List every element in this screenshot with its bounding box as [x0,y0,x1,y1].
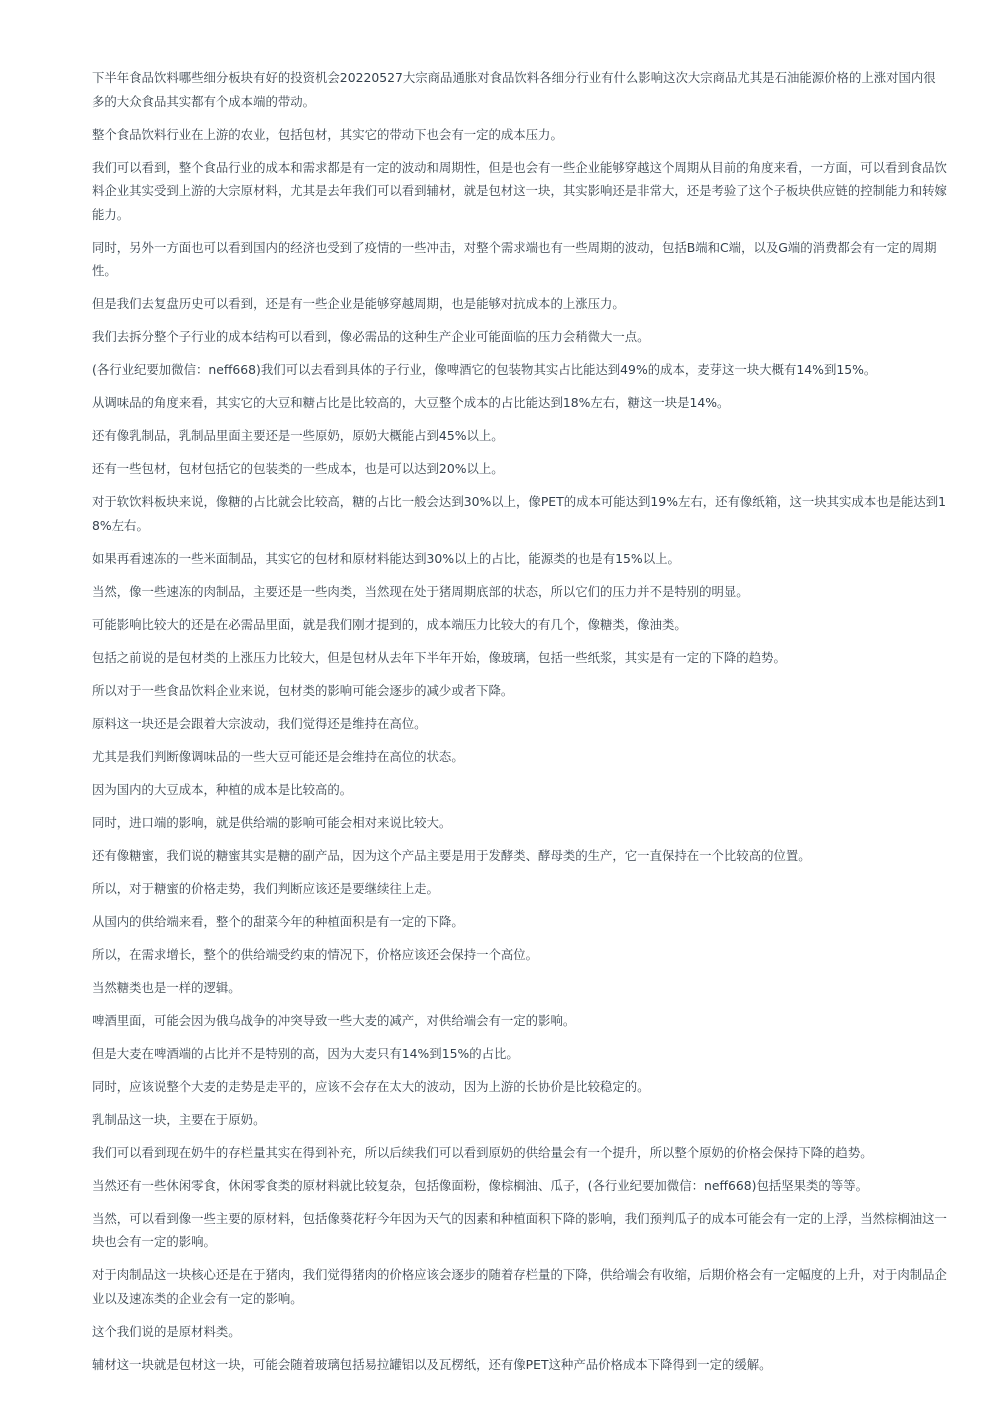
paragraph: 还有像乳制品，乳制品里面主要还是一些原奶，原奶大概能占到45%以上。 [92,428,504,443]
paragraph: 尤其是我们判断像调味品的一些大豆可能还是会维持在高位的状态。 [92,748,464,764]
paragraph: 辅材这一块就是包材这一块，可能会随着玻璃包括易拉罐铝以及瓦楞纸，还有像PET这种产品价格成本下降得到一定的缓解。 [92,1356,772,1372]
paragraph: 还有像糖蜜，我们说的糖蜜其实是糖的副产品，因为这个产品主要是用于发酵类、酵母类的生产，它一直保持在一个比较高的位置。 [92,847,811,863]
paragraph: 我们可以看到，整个食品行业的成本和需求都是有一定的波动和周期性，但是也会有一些企业能够穿越这个周期从目前的角度来看，一方面，可以看到食品饮料企业其实受到上游的大宗原材料，尤其是去年我们可以看到辅材，就是包材这一块，其实影响还是非常大，还是考验了这个子板块供应链的控制能力和转嫁能力。 [92,159,947,222]
paragraph: 所以，在需求增长，整个的供给端受约束的情况下，价格应该还会保持一个高位。 [92,946,539,962]
paragraph: 对于软饮料板块来说，像糖的占比就会比较高，糖的占比一般会达到30%以上，像PET的成本可能达到19%左右，还有像纸箱，这一块其实成本也是能达到18%左右。 [92,494,947,533]
paragraph: 当然还有一些休闲零食，休闲零食类的原材料就比较复杂，包括像面粉，像棕榈油、瓜子，(各行业纪要加微信：neff668)包括坚果类的等等。 [92,1177,868,1193]
paragraph: 同时，进口端的影响，就是供给端的影响可能会相对来说比较大。 [92,814,452,830]
paragraph: 但是我们去复盘历史可以看到，还是有一些企业是能够穿越周期，也是能够对抗成本的上涨压力。 [92,296,625,311]
paragraph: 当然，可以看到像一些主要的原材料，包括像葵花籽今年因为天气的因素和种植面积下降的影响，我们预判瓜子的成本可能会有一定的上浮，当然棕榈油这一块也会有一定的影响。 [92,1210,947,1249]
paragraph: 这个我们说的是原材料类。 [92,1323,241,1339]
paragraph: 当然糖类也是一样的逻辑。 [92,979,241,995]
paragraph: 同时，另外一方面也可以看到国内的经济也受到了疫情的一些冲击，对整个需求端也有一些周期的波动，包括B端和C端，以及G端的消费都会有一定的周期性。 [92,239,937,278]
paragraph: 乳制品这一块，主要在于原奶。 [92,1111,266,1127]
paragraph: 我们去拆分整个子行业的成本结构可以看到，像必需品的这种生产企业可能面临的压力会稍微大一点。 [92,329,650,344]
paragraph: 我们可以看到现在奶牛的存栏量其实在得到补充，所以后续我们可以看到原奶的供给量会有一个提升，所以整个原奶的价格会保持下降的趋势。 [92,1144,873,1160]
paragraph: 同时，应该说整个大麦的走势是走平的，应该不会存在太大的波动，因为上游的长协价是比较稳定的。 [92,1078,650,1094]
paragraph: 下半年食品饮料哪些细分板块有好的投资机会20220527大宗商品通胀对食品饮料各细分行业有什么影响这次大宗商品尤其是石油能源价格的上涨对国内很多的大众食品其实都有个成本端的带动。 [92,70,936,109]
paragraph: 整个食品饮料行业在上游的农业，包括包材，其实它的带动下也会有一定的成本压力。 [92,126,563,142]
paragraph: 当然，像一些速冻的肉制品，主要还是一些肉类，当然现在处于猪周期底部的状态，所以它们的压力并不是特别的明显。 [92,583,749,599]
paragraph: 啤酒里面，可能会因为俄乌战争的冲突导致一些大麦的减产，对供给端会有一定的影响。 [92,1012,576,1028]
paragraph: 包括之前说的是包材类的上涨压力比较大，但是包材从去年下半年开始，像玻璃，包括一些纸浆，其实是有一定的下降的趋势。 [92,649,786,665]
paragraph: 如果再看速冻的一些米面制品，其实它的包材和原材料能达到30%以上的占比，能源类的也是有15%以上。 [92,550,680,566]
paragraph: 但是大麦在啤酒端的占比并不是特别的高，因为大麦只有14%到15%的占比。 [92,1045,519,1061]
paragraph: 所以，对于糖蜜的价格走势，我们判断应该还是要继续往上走。 [92,880,439,896]
paragraph: 对于肉制品这一块核心还是在于猪肉，我们觉得猪肉的价格应该会逐步的随着存栏量的下降，供给端会有收缩，后期价格会有一定幅度的上升，对于肉制品企业以及速冻类的企业会有一定的影响。 [92,1267,947,1306]
paragraph: 所以对于一些食品饮料企业来说，包材类的影响可能会逐步的减少或者下降。 [92,682,514,698]
paragraph: 原料这一块还是会跟着大宗波动，我们觉得还是维持在高位。 [92,715,427,731]
paragraph: 从国内的供给端来看，整个的甜菜今年的种植面积是有一定的下降。 [92,913,464,929]
paragraph: 从调味品的角度来看，其实它的大豆和糖占比是比较高的，大豆整个成本的占比能达到18%左右，糖这一块是14%。 [92,395,730,410]
document-body [92,66,947,1386]
paragraph: 因为国内的大豆成本，种植的成本是比较高的。 [92,781,353,797]
paragraph: 可能影响比较大的还是在必需品里面，就是我们刚才提到的，成本端压力比较大的有几个，像糖类，像油类。 [92,616,687,632]
paragraph: 还有一些包材，包材包括它的包装类的一些成本，也是可以达到20%以上。 [92,461,504,476]
paragraph: (各行业纪要加微信：neff668)我们可以去看到具体的子行业，像啤酒它的包装物其实占比能达到49%的成本，麦芽这一块大概有14%到15%。 [92,362,877,377]
